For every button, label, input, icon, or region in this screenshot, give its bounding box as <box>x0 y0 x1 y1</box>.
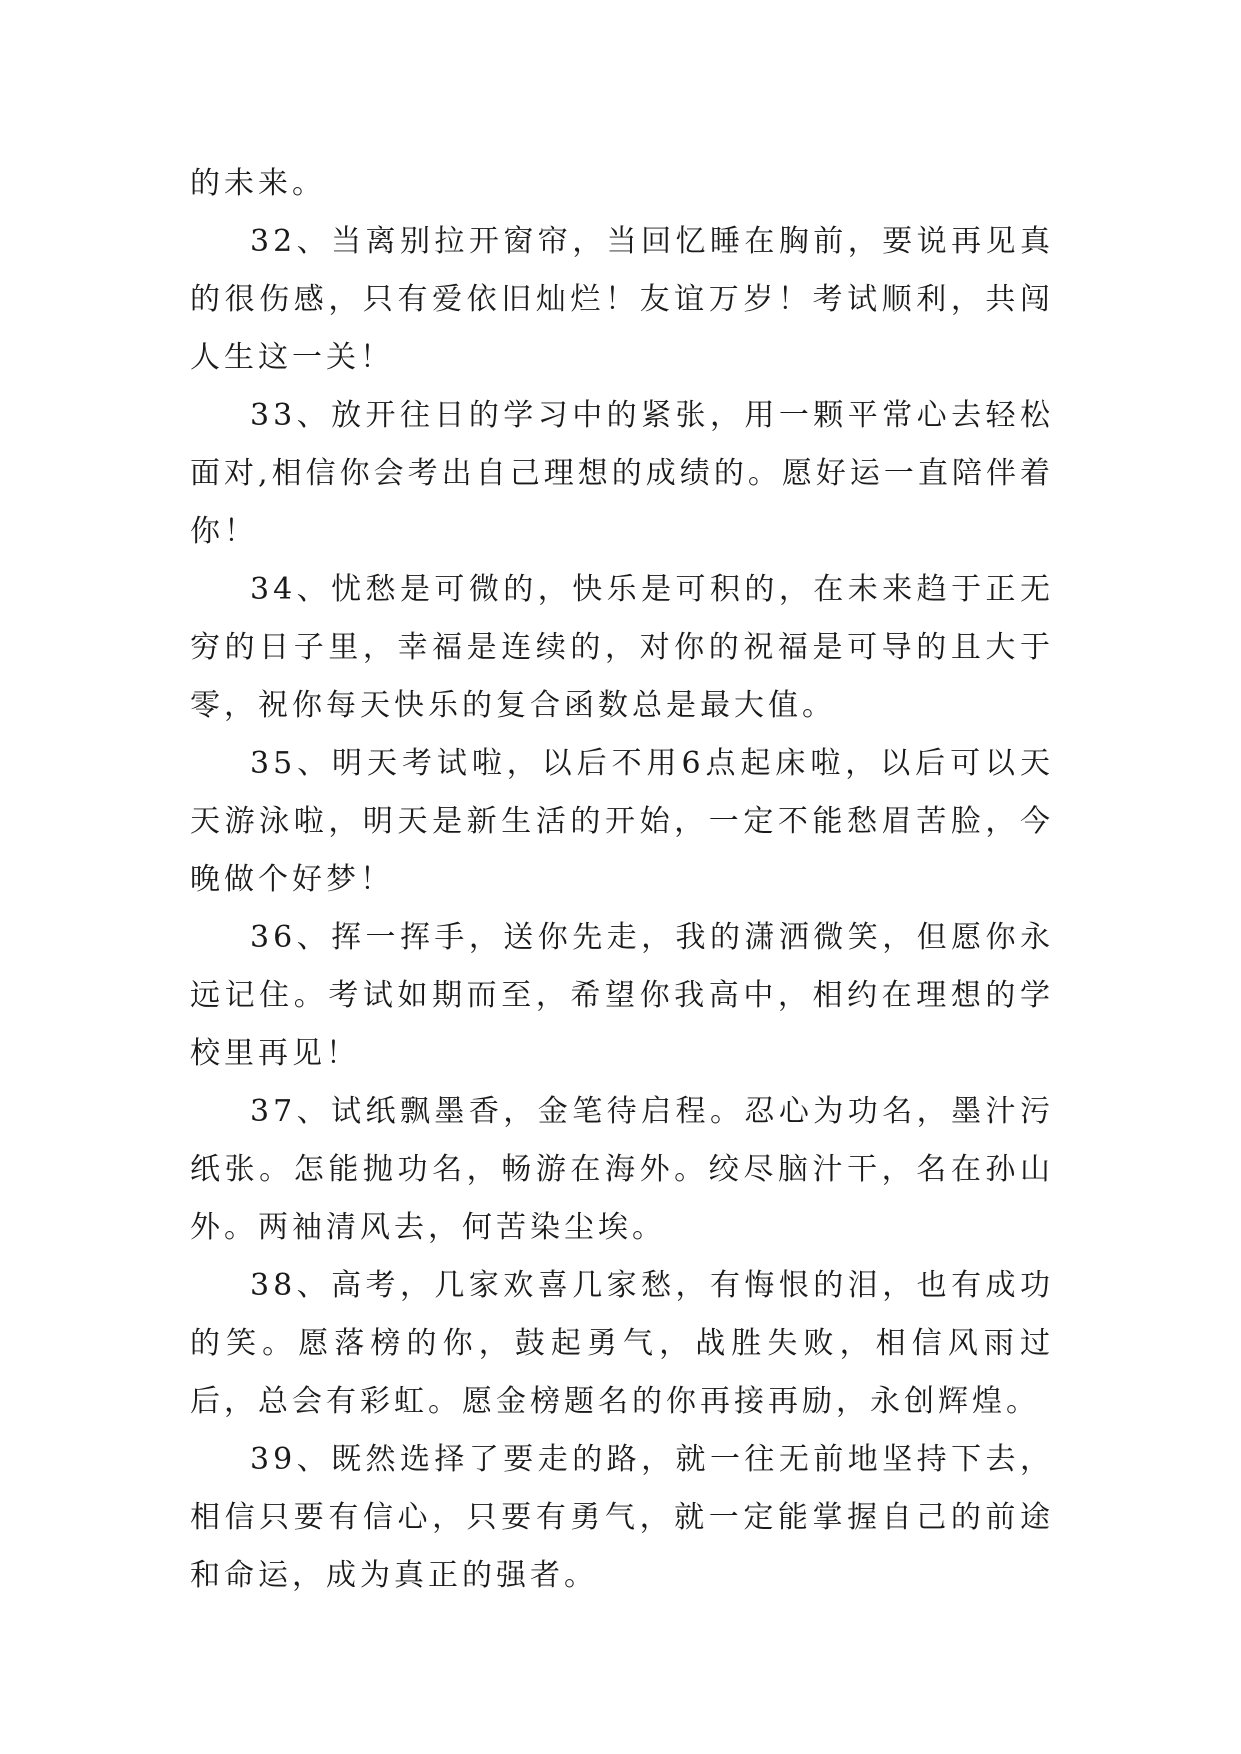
paragraph-34: 34、忧愁是可微的，快乐是可积的，在未来趋于正无穷的日子里，幸福是连续的，对你的祝福是可导的且大于零，祝你每天快乐的复合函数总是最大值。 <box>190 572 1054 723</box>
paragraph-38: 38、高考，几家欢喜几家愁，有悔恨的泪，也有成功的笑。愿落榜的你，鼓起勇气，战胜失败，相信风雨过后，总会有彩虹。愿金榜题名的你再接再励，永创辉煌。 <box>190 1268 1054 1419</box>
document-body <box>190 155 1054 1605</box>
paragraph-33: 33、放开往日的学习中的紧张，用一颗平常心去轻松面对,相信你会考出自己理想的成绩的。愿好运一直陪伴着你！ <box>190 398 1054 549</box>
paragraph-35: 35、明天考试啦，以后不用6点起床啦，以后可以天天游泳啦，明天是新生活的开始，一定不能愁眉苦脸，今晚做个好梦！ <box>190 746 1054 897</box>
paragraph-36: 36、挥一挥手，送你先走，我的潇洒微笑，但愿你永远记住。考试如期而至，希望你我高中，相约在理想的学校里再见！ <box>190 920 1054 1071</box>
paragraph-37: 37、试纸飘墨香，金笔待启程。忍心为功名，墨汁污纸张。怎能抛功名，畅游在海外。绞尽脑汁干，名在孙山外。两袖清风去，何苦染尘埃。 <box>190 1094 1054 1245</box>
paragraph-32: 32、当离别拉开窗帘，当回忆睡在胸前，要说再见真的很伤感，只有爱依旧灿烂！友谊万岁！考试顺利，共闯人生这一关！ <box>190 224 1054 375</box>
paragraph-39: 39、既然选择了要走的路，就一往无前地坚持下去，相信只要有信心，只要有勇气，就一定能掌握自己的前途和命运，成为真正的强者。 <box>190 1442 1054 1593</box>
paragraph-continuation: 的未来。 <box>190 166 326 201</box>
